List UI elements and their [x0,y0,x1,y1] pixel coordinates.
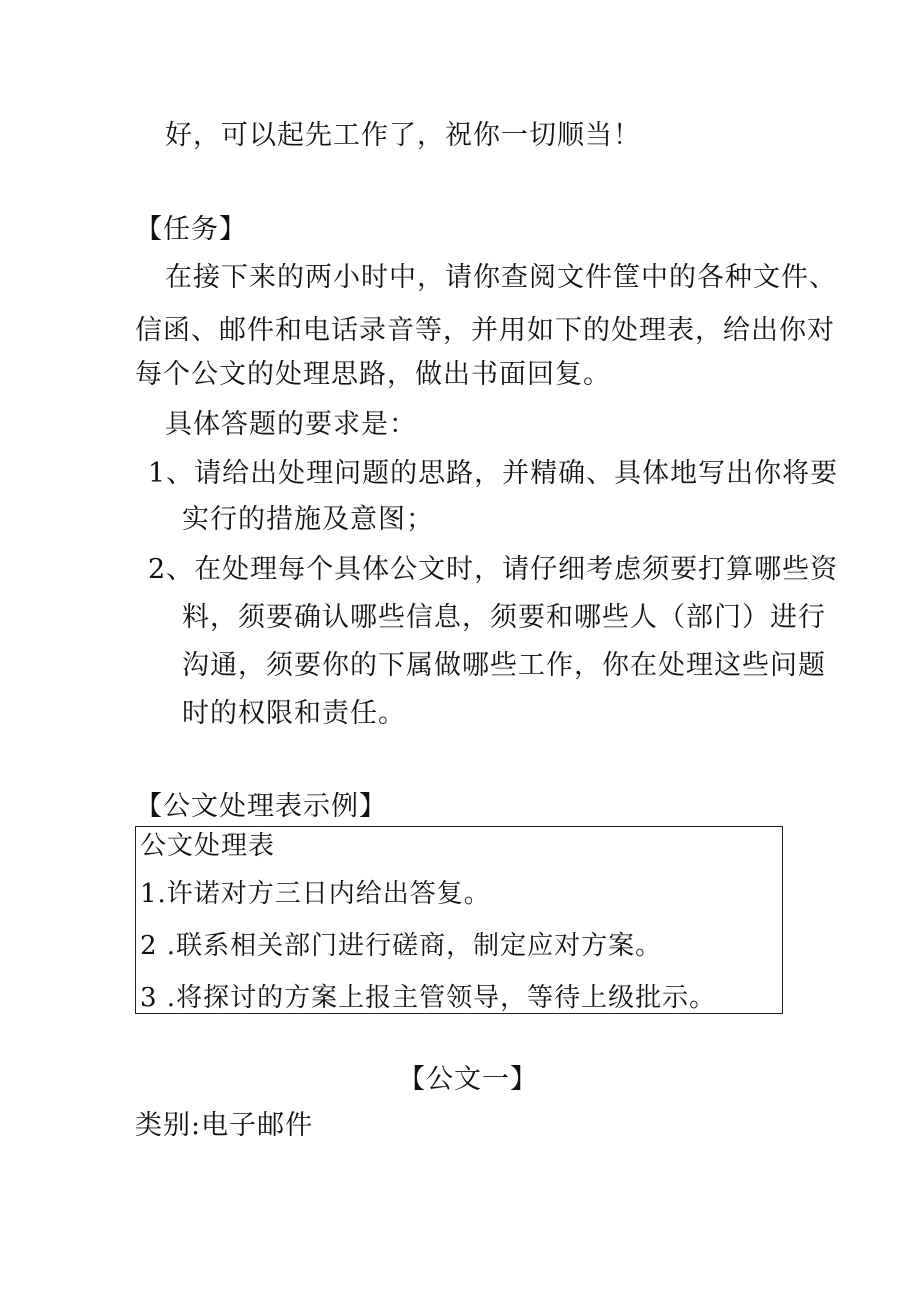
task-para-line-3: 每个公文的处理思路，做出书面回复。 [135,359,611,390]
document-1-category: 类别:电子邮件 [135,1110,314,1141]
table-title: 公文处理表 [140,831,276,861]
document-1-heading: 【公文一】 [398,1064,538,1095]
table-row: 2 .联系相关部门进行磋商，制定应对方案。 [140,931,663,961]
requirement-2-line-2: 料，须要确认哪些信息，须要和哪些人（部门）进行 [182,602,826,633]
requirement-2-line-4: 时的权限和责任。 [182,698,406,729]
intro-line: 好，可以起先工作了，祝你一切顺当！ [165,120,641,151]
table-row: 3 .将探讨的方案上报主管领导，等待上级批示。 [140,983,717,1013]
task-para-line-2: 信函、邮件和电话录音等，并用如下的处理表，给出你对 [135,315,835,346]
requirement-1-line-2: 实行的措施及意图； [182,504,434,535]
requirement-1-line-1: 1、请给出处理问题的思路，并精确、具体地写出你将要 [148,458,839,489]
task-para-line-1: 在接下来的两小时中，请你查阅文件筐中的各种文件、 [165,262,837,293]
processing-table [135,826,783,1014]
task-heading: 【任务】 [135,214,247,245]
table-row: 1.许诺对方三日内给出答复。 [140,879,491,909]
requirement-2-line-1: 2、在处理每个具体公文时，请仔细考虑须要打算哪些资 [148,554,839,585]
requirement-2-line-3: 沟通，须要你的下属做哪些工作，你在处理这些问题 [182,650,826,681]
example-heading: 【公文处理表示例】 [135,791,387,822]
requirements-intro: 具体答题的要求是： [165,409,417,440]
